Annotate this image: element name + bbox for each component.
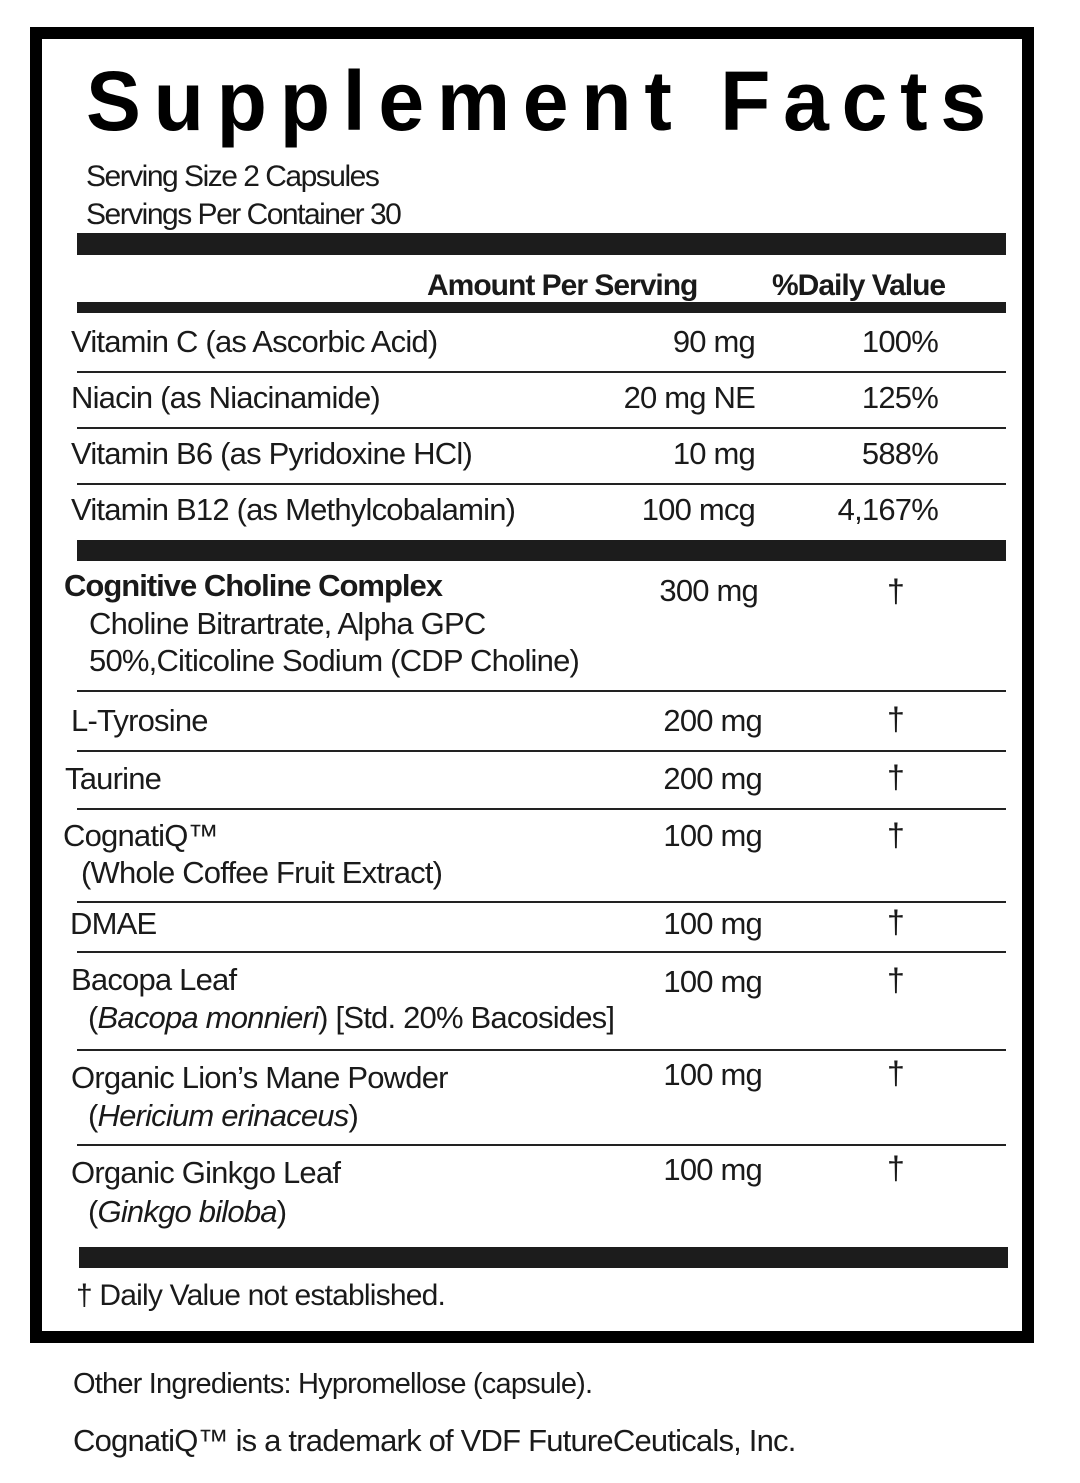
blend-name: Organic Lion’s Mane Powder [71, 1060, 448, 1095]
row-divider [77, 690, 1006, 692]
trademark-notice: CognatiQ™ is a trademark of VDF FutureCeuticals, Inc. [73, 1423, 796, 1458]
dagger-symbol: † [887, 573, 905, 609]
blend-amount: 200 mg [663, 761, 762, 796]
dagger-symbol: † [887, 962, 905, 998]
dagger-symbol: † [887, 1150, 905, 1186]
nutrient-amount: 10 mg [672, 436, 755, 471]
divider-thick [79, 1247, 1008, 1268]
blend-amount: 100 mg [663, 964, 762, 999]
blend-amount: 100 mg [663, 1057, 762, 1092]
blend-name: Cognitive Choline Complex [64, 568, 443, 603]
blend-name: DMAE [70, 906, 157, 941]
blend-name: Organic Ginkgo Leaf [71, 1155, 341, 1190]
blend-sub: 50%,Citicoline Sodium (CDP Choline) [89, 643, 580, 678]
blend-sub: (Bacopa monnieri) [Std. 20% Bacosides] [88, 1000, 615, 1035]
nutrient-dv: 4,167% [837, 492, 938, 527]
nutrient-amount: 90 mg [672, 324, 755, 359]
dagger-symbol: † [887, 817, 905, 853]
blend-sub: Choline Bitrartrate, Alpha GPC [89, 606, 486, 641]
nutrient-name: Vitamin B12 (as Methylcobalamin) [71, 492, 516, 527]
supplement-facts-panel [30, 27, 1034, 1343]
other-ingredients: Other Ingredients: Hypromellose (capsule). [73, 1368, 593, 1400]
divider-thick [77, 540, 1006, 561]
nutrient-name: Niacin (as Niacinamide) [71, 380, 380, 415]
row-divider [77, 808, 1006, 810]
serving-size: Serving Size 2 Capsules [86, 160, 379, 193]
blend-sub: (Whole Coffee Fruit Extract) [81, 855, 443, 890]
dagger-symbol: † [887, 759, 905, 795]
label-title: Supplement Facts [86, 54, 999, 148]
nutrient-amount: 20 mg NE [623, 380, 755, 415]
dagger-symbol: † [887, 1055, 905, 1091]
row-divider [77, 483, 1006, 485]
nutrient-dv: 588% [861, 436, 938, 471]
blend-amount: 300 mg [659, 573, 758, 608]
header-amount: Amount Per Serving [427, 269, 698, 302]
header-daily-value: %Daily Value [772, 269, 946, 302]
divider-thick [77, 233, 1006, 255]
row-divider [77, 427, 1006, 429]
nutrient-name: Vitamin C (as Ascorbic Acid) [71, 324, 438, 359]
nutrient-name: Vitamin B6 (as Pyridoxine HCl) [71, 436, 472, 471]
row-divider [77, 371, 1006, 373]
blend-name: Taurine [65, 761, 162, 796]
row-divider [77, 1144, 1006, 1146]
blend-name: Bacopa Leaf [71, 962, 237, 997]
blend-amount: 200 mg [663, 703, 762, 738]
blend-sub: (Hericium erinaceus) [88, 1098, 358, 1133]
blend-amount: 100 mg [663, 906, 762, 941]
row-divider [77, 750, 1006, 752]
nutrient-dv: 125% [861, 380, 938, 415]
blend-amount: 100 mg [663, 1152, 762, 1187]
row-divider [77, 1049, 1006, 1051]
row-divider [77, 951, 1006, 953]
footnote: † Daily Value not established. [76, 1279, 446, 1312]
dagger-symbol: † [887, 701, 905, 737]
divider-medium [77, 302, 1006, 313]
blend-name: CognatiQ™ [63, 818, 218, 853]
servings-per-container: Servings Per Container 30 [86, 198, 401, 231]
dagger-symbol: † [887, 904, 905, 940]
nutrient-dv: 100% [861, 324, 938, 359]
blend-name: L-Tyrosine [71, 703, 208, 738]
blend-amount: 100 mg [663, 818, 762, 853]
nutrient-amount: 100 mcg [641, 492, 755, 527]
row-divider [77, 901, 1006, 903]
blend-sub: (Ginkgo biloba) [88, 1194, 287, 1229]
